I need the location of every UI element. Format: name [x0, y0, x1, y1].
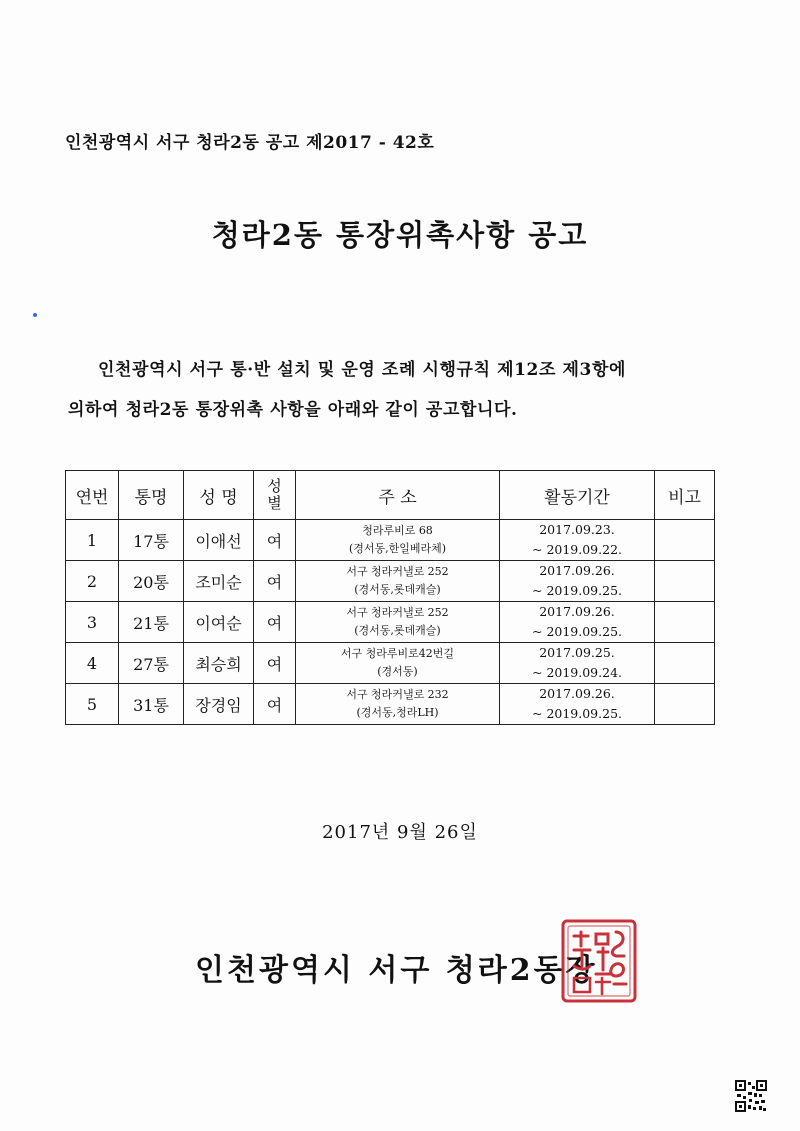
address-line-2: (경서동,롯데캐슬) — [354, 624, 441, 637]
period-start: 2017.09.25. — [539, 645, 615, 660]
cell-no: 4 — [66, 643, 119, 684]
cell-note — [655, 602, 715, 643]
cell-no: 3 — [66, 602, 119, 643]
address-line-1: 청라루비로 68 — [362, 524, 433, 537]
address-line-1: 서구 청라커낼로 252 — [346, 565, 449, 578]
table-row — [66, 602, 715, 643]
cell-note — [655, 561, 715, 602]
cell-name: 조미순 — [184, 561, 254, 602]
cell-gender: 여 — [254, 602, 296, 643]
cell-no: 1 — [66, 520, 119, 561]
cell-tong: 20통 — [119, 561, 184, 602]
notice-body-line-2: 의하여 청라2동 통장위촉 사항을 아래와 같이 공고합니다. — [68, 400, 518, 420]
header-period: 활동기간 — [500, 471, 655, 520]
table-header-row — [66, 471, 715, 520]
address-line-1: 서구 청라커낼로 252 — [346, 606, 449, 619]
cell-period — [500, 684, 655, 725]
appointment-table — [65, 470, 715, 725]
cell-address — [296, 520, 500, 561]
cell-name: 최승희 — [184, 643, 254, 684]
cell-gender: 여 — [254, 520, 296, 561]
notice-number: 인천광역시 서구 청라2동 공고 제2017 - 42호 — [65, 133, 435, 153]
period-start: 2017.09.23. — [539, 522, 615, 537]
period-start: 2017.09.26. — [539, 563, 615, 578]
cell-tong: 17통 — [119, 520, 184, 561]
header-no: 연번 — [66, 471, 119, 520]
address-line-2: (경서동,청라LH) — [356, 706, 439, 719]
cell-name: 이여순 — [184, 602, 254, 643]
period-end: ~ 2019.09.25. — [532, 624, 622, 639]
notice-date: 2017년 9월 26일 — [322, 822, 478, 843]
cell-address — [296, 561, 500, 602]
cell-period — [500, 561, 655, 602]
cell-no: 5 — [66, 684, 119, 725]
document-title: 청라2동 통장위촉사항 공고 — [211, 218, 589, 252]
cell-gender: 여 — [254, 684, 296, 725]
address-line-2: (경서동,한일베라체) — [348, 542, 447, 555]
address-line-1: 서구 청라루비로42번길 — [340, 647, 455, 660]
cell-gender: 여 — [254, 561, 296, 602]
cell-period — [500, 602, 655, 643]
table-row — [66, 561, 715, 602]
cell-name: 이애선 — [184, 520, 254, 561]
period-start: 2017.09.26. — [539, 686, 615, 701]
cell-period — [500, 643, 655, 684]
header-gender-2: 별 — [267, 494, 282, 512]
table-row — [66, 520, 715, 561]
cell-address — [296, 602, 500, 643]
period-end: ~ 2019.09.24. — [532, 665, 622, 680]
notice-body-line-1: 인천광역시 서구 통·반 설치 및 운영 조례 시행규칙 제12조 제3항에 — [98, 360, 627, 380]
table-row — [66, 684, 715, 725]
period-start: 2017.09.26. — [539, 604, 615, 619]
table-row — [66, 643, 715, 684]
official-seal-icon — [560, 918, 638, 1004]
cell-address — [296, 684, 500, 725]
period-end: ~ 2019.09.25. — [532, 706, 622, 721]
cell-name: 장경임 — [184, 684, 254, 725]
period-end: ~ 2019.09.22. — [532, 542, 622, 557]
cell-note — [655, 684, 715, 725]
header-name: 성 명 — [184, 471, 254, 520]
qr-code-icon — [735, 1080, 767, 1112]
header-address: 주 소 — [296, 471, 500, 520]
header-tong: 통명 — [119, 471, 184, 520]
cell-tong: 31통 — [119, 684, 184, 725]
cell-note — [655, 643, 715, 684]
cell-gender: 여 — [254, 643, 296, 684]
issuer-name: 인천광역시 서구 청라2동장 — [195, 953, 598, 988]
cell-tong: 21통 — [119, 602, 184, 643]
scan-speck — [33, 313, 37, 317]
cell-period — [500, 520, 655, 561]
header-gender — [254, 471, 296, 520]
notice-body — [68, 350, 718, 430]
address-line-1: 서구 청라커낼로 232 — [346, 688, 449, 701]
header-note: 비고 — [655, 471, 715, 520]
cell-no: 2 — [66, 561, 119, 602]
header-gender-1: 성 — [267, 477, 282, 495]
period-end: ~ 2019.09.25. — [532, 583, 622, 598]
cell-address — [296, 643, 500, 684]
cell-tong: 27통 — [119, 643, 184, 684]
address-line-2: (경서동,롯데캐슬) — [354, 583, 441, 596]
address-line-2: (경서동) — [377, 665, 418, 678]
cell-note — [655, 520, 715, 561]
